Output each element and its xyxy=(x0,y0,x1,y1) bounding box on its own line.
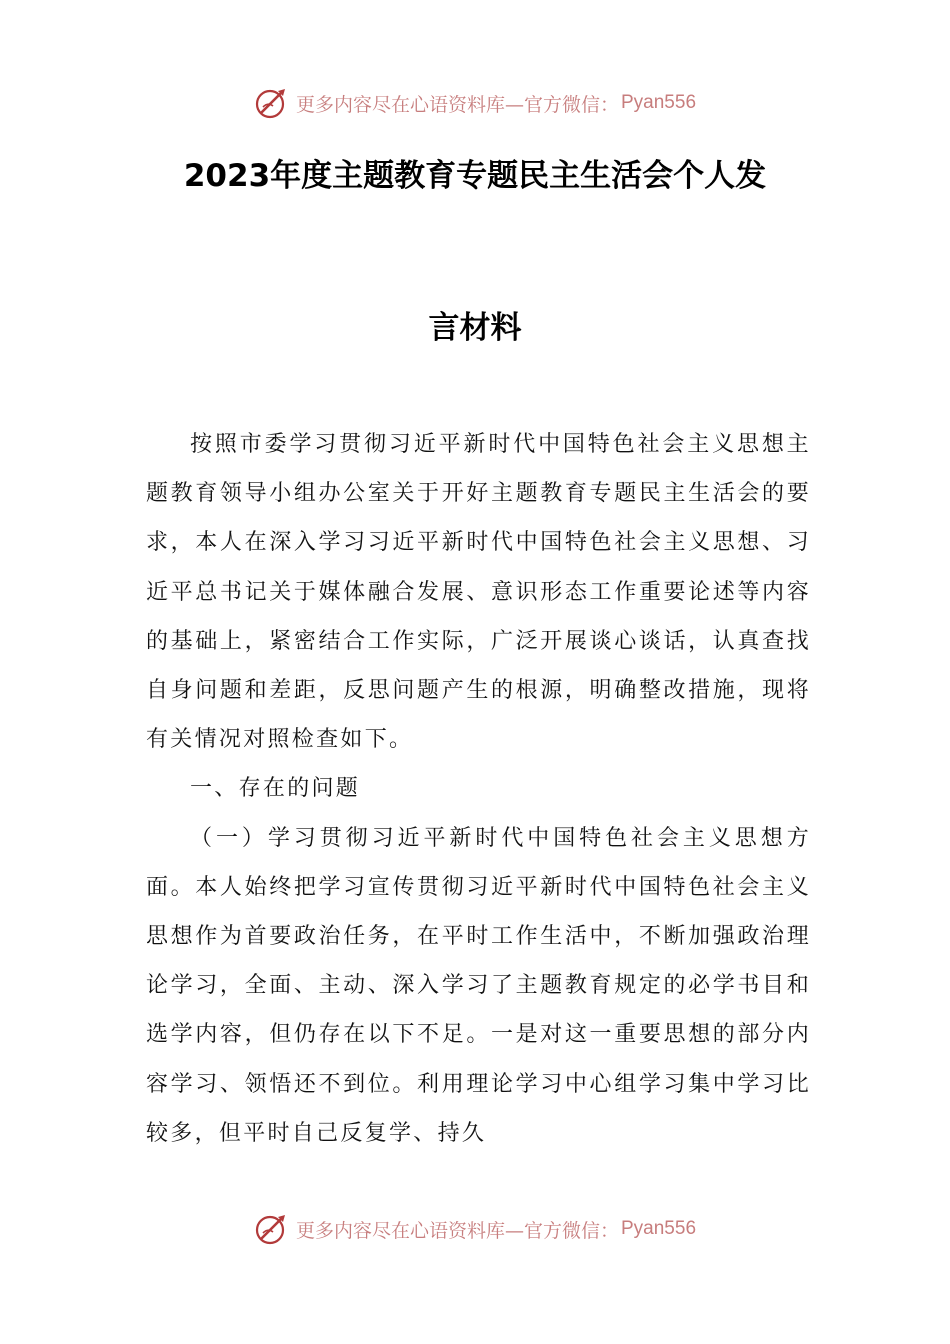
subsection-paragraph: （一）学习贯彻习近平新时代中国特色社会主义思想方面。本人始终把学习宣传贯彻习近平新时代中国特色社会主义思想作为首要政治任务，在平时工作生活中，不断加强政治理论学习，全面、主动、深入学习了主题教育规定的必学书目和选学内容，但仍存在以下不足。一是对这一重要思想的部分内容学习、领悟还不到位。利用理论学习中心组学习集中学习比较多，但平时自己反复学、持久 xyxy=(146,825,811,1146)
document-title-line2: 言材料 xyxy=(428,310,522,346)
footer-watermark xyxy=(0,1212,950,1246)
watermark-wechat-id: Pyan556 xyxy=(621,1218,697,1239)
document-body xyxy=(146,420,811,1158)
watermark-text: 更多内容尽在心语资料库—官方微信： xyxy=(295,93,619,116)
document-title-line1: 2023年度主题教育专题民主生活会个人发 xyxy=(183,158,767,194)
watermark-text: 更多内容尽在心语资料库—官方微信： xyxy=(295,1219,619,1242)
intro-paragraph: 按照市委学习贯彻习近平新时代中国特色社会主义思想主题教育领导小组办公室关于开好主题教育专题民主生活会的要求，本人在深入学习习近平新时代中国特色社会主义思想、习近平总书记关于媒体融合发展、意识形态工作重要论述等内容的基础上，紧密结合工作实际，广泛开展谈心谈话，认真查找自身问题和差距，反思问题产生的根源，明确整改措施，现将有关情况对照检查如下。 xyxy=(146,432,811,753)
section-heading: 一、存在的问题 xyxy=(190,776,361,802)
header-watermark xyxy=(0,86,950,120)
pen-logo-icon xyxy=(254,1212,290,1246)
pen-logo-icon xyxy=(254,86,290,120)
watermark-wechat-id: Pyan556 xyxy=(621,92,697,113)
